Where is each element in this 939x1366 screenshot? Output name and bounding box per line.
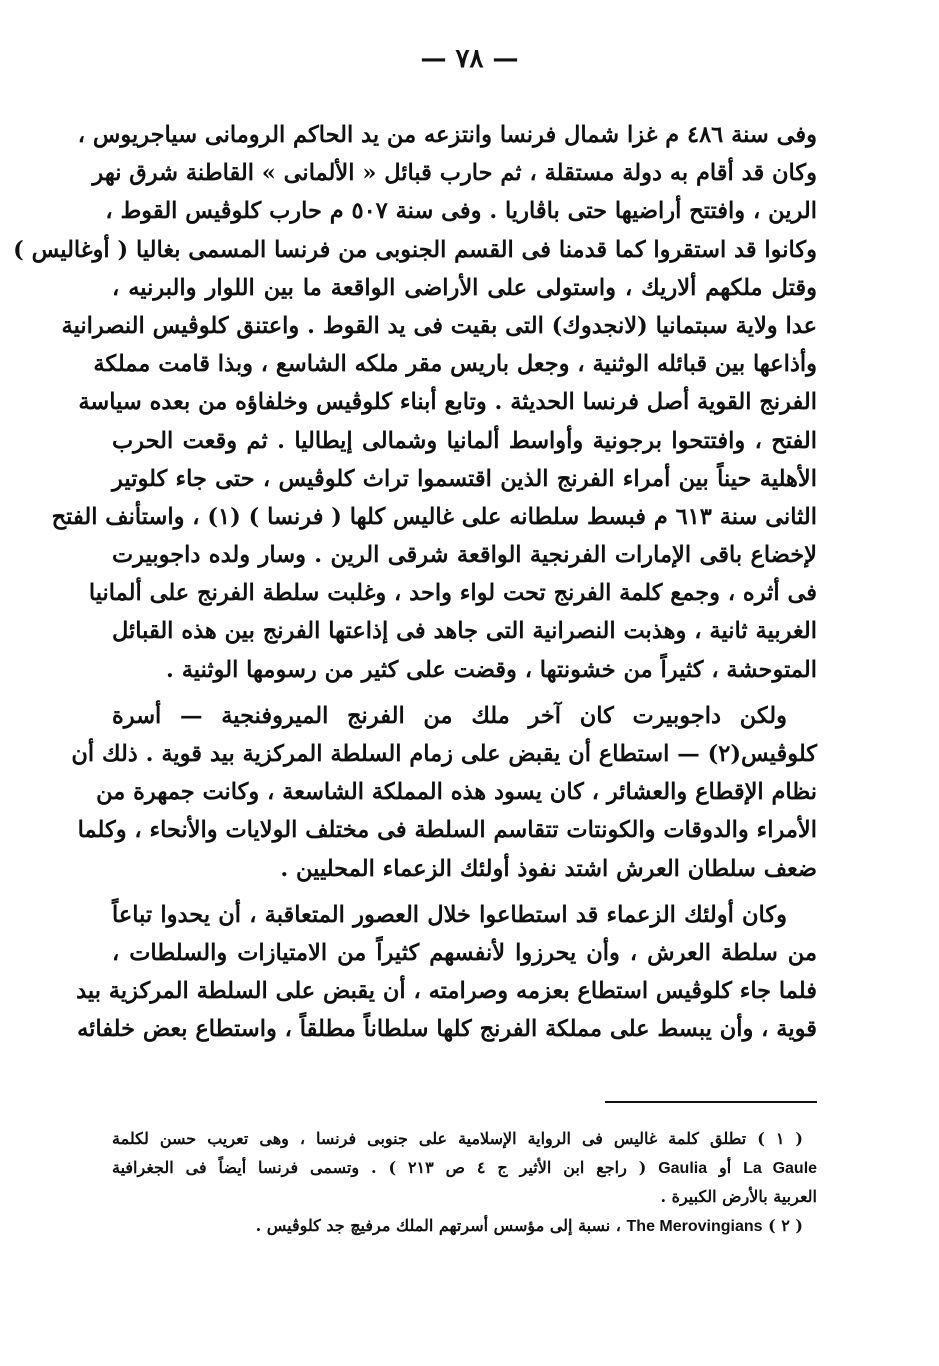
text-line: ضعف سلطان العرش اشتد نفوذ أولئك الزعماء المحليين . — [280, 855, 817, 882]
text-line: الفتح ، وافتتحوا برجونية وأواسط ألمانيا وشمالى إيطاليا . ثم وقعت الحرب — [112, 427, 817, 454]
text-line: نظام الإقطاع والعشائر ، كان يسود هذه المملكة الشاسعة ، وكانت جمهرة من — [96, 779, 817, 806]
text-line: وكانوا قد استقروا كما قدمنا فى القسم الجنوبى من فرنسا المسمى بغاليا ( أوغاليس ) — [13, 236, 817, 263]
text-line: الرين ، وافتتح أراضيها حتى باڤاريا . وفى سنة ٥٠٧ م حارب كلوڤيس القوط ، — [105, 198, 817, 225]
text-line: فلما جاء كلوڤيس استطاع بعزمه وصرامته ، أن يقبض على السلطة المركزية بيد — [76, 978, 817, 1005]
footnote-term-la-gaule: La Gaule — [743, 1160, 818, 1177]
paragraph-gap — [112, 689, 817, 697]
text-line: وأذاعها بين قبائله الوثنية ، وجعل باريس مقر ملكه الشاسع ، وبذا قامت مملكة — [93, 351, 817, 378]
text-line: فى أثره ، وجمع كلمة الفرنج تحت لواء واحد ، وغلبت سلطة الفرنج على ألمانيا — [88, 580, 817, 607]
paragraph-gap — [112, 888, 817, 896]
paragraph-1 — [13, 116, 817, 689]
text-line: الأهلية حيناً بين أمراء الفرنج الذين اقتسموا تراث كلوڤيس ، حتى جاء كلوتير — [112, 465, 817, 492]
footnote-1-line-3: العربية بالأرض الكبيرة . — [660, 1187, 817, 1206]
text-line: ولكن داجوبيرت كان آخر ملك من الفرنج الميروفنجية — أسرة — [112, 702, 787, 729]
text-line: وكان أولئك الزعماء قد استطاعوا خلال العصور المتعاقبة ، أن يحدوا تباعاً — [112, 901, 787, 928]
footnote-separator — [605, 1101, 817, 1103]
footnote-2 — [112, 1211, 817, 1240]
page-number: — ٧٨ — — [420, 44, 519, 74]
text-line: لإخضاع باقى الإمارات الفرنجية الواقعة شرقى الرين . وسار ولده داجوبيرت — [112, 542, 817, 569]
text-line: الأمراء والدوقات والكونتات تتقاسم السلطة فى مختلف الولايات والأنحاء ، وكلما — [77, 817, 817, 844]
text-line: وقتل ملكهم ألاريك ، واستولى على الأراضى الواقعة ما بين اللوار والبرنيه ، — [112, 274, 817, 301]
text-line: وفى سنة ٤٨٦ م غزا شمال فرنسا وانتزعه من يد الحاكم الرومانى سياجريوس ، — [77, 122, 817, 148]
text-line: الغربية ثانية ، وهذبت النصرانية التى جاهد فى إذاعتها الفرنج بين هذه القبائل — [112, 618, 817, 645]
paragraph-2 — [71, 697, 817, 888]
text-line: كلوڤيس(٢) — استطاع أن يقبض على زمام السلطة المركزية بيد قوية . ذلك أن — [71, 741, 817, 767]
footnote-1-line-2-text: ( راجع ابن الأثير ج ٤ ص ٢١٣ ) . وتسمى فرنسا أيضاً فى الجغرافية — [112, 1158, 647, 1177]
text-line: عدا ولاية سبتمانيا (لانجدوك) التى بقيت فى يد القوط . واعتنق كلوڤيس النصرانية — [61, 312, 817, 339]
text-line: الثانى سنة ٦١٣ م فبسط سلطانه على غاليس كلها ( فرنسا ) (١) ، واستأنف الفتح — [51, 503, 817, 530]
footnote-1-line-2 — [112, 1153, 817, 1182]
footnote-2-number: ( ٢ ) — [768, 1216, 803, 1235]
text-line: قوية ، وأن يبسط على مملكة الفرنج كلها سلطاناً مطلقاً ، واستطاع بعض خلفائه — [77, 1016, 817, 1043]
text-line: وكان قد أقام به دولة مستقلة ، ثم حارب قبائل « الألمانى » القاطنة شرق نهر — [92, 160, 817, 187]
footnote-1-line-1: ( ١ ) تطلق كلمة غاليس فى الرواية الإسلامية على جنوبى فرنسا ، وهى تعريب حسن لكلمة — [112, 1129, 803, 1148]
footnote-term-gaulia: Gaulia — [658, 1160, 708, 1177]
footnote-term-merovingians: The Merovingians — [626, 1218, 763, 1235]
footnote-conjunction: أو — [719, 1158, 732, 1177]
main-text — [13, 116, 817, 1049]
footnote-2-text: ، نسبة إلى مؤسس أسرتهم الملك مرفيچ جد كلوڤيس . — [255, 1216, 621, 1235]
footnotes — [112, 1124, 817, 1240]
text-line: المتوحشة ، كثيراً من خشونتها ، وقضت على كثير من رسومها الوثنية . — [166, 656, 817, 683]
text-line: الفرنج القوية أصل فرنسا الحديثة . وتابع أبناء كلوڤيس وخلفاؤه من بعده سياسة — [78, 389, 817, 416]
text-line: من سلطة العرش ، وأن يحرزوا لأنفسهم كثيراً من الامتيازات والسلطات ، — [112, 939, 817, 966]
paragraph-3 — [76, 896, 817, 1049]
